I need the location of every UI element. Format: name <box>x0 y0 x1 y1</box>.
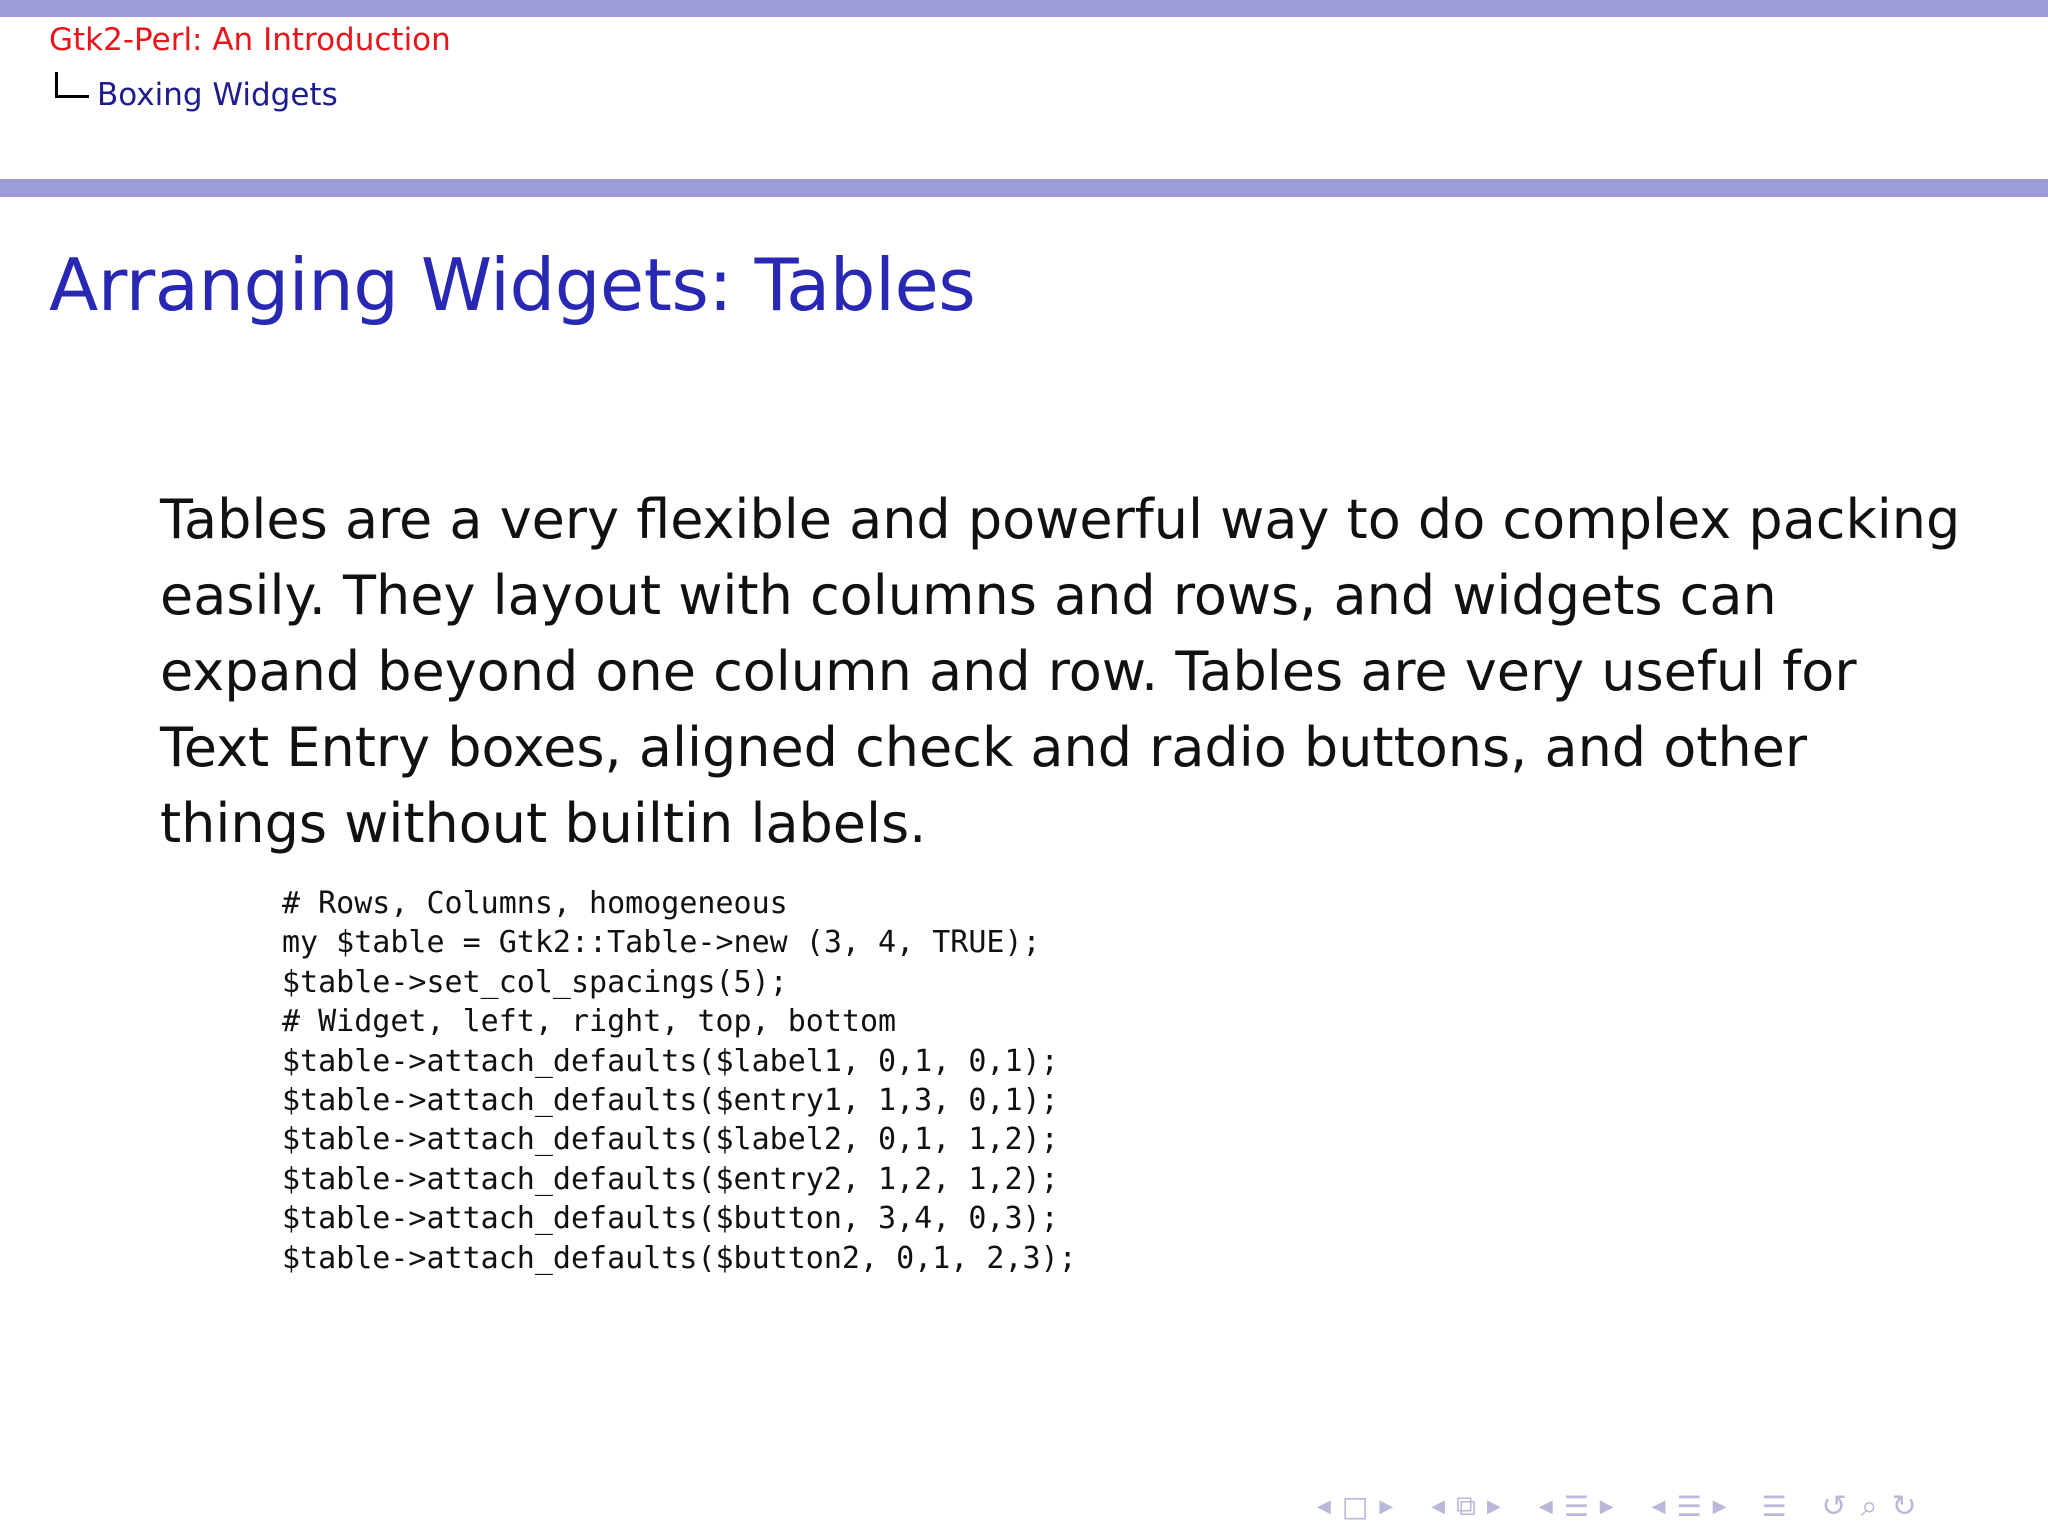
code-line: $table->attach_defaults($button, 3,4, 0,3); <box>282 1201 1059 1237</box>
appendix-navigation <box>1757 1490 1790 1523</box>
top-bar <box>0 0 2048 17</box>
body-line: Text Entry boxes, aligned check and radio buttons, and other <box>160 716 1808 779</box>
frame-navigation <box>1424 1489 1508 1523</box>
navigation-bar <box>1310 1490 1948 1522</box>
code-line: $table->attach_defaults($label2, 0,1, 1,2); <box>282 1122 1059 1158</box>
code-line: $table->attach_defaults($entry2, 1,2, 1,2); <box>282 1161 1059 1197</box>
body-line: easily. They layout with columns and rows, and widgets can <box>160 564 1777 627</box>
body-paragraph <box>160 482 1961 862</box>
subsection-prev-icon[interactable]: ◀ <box>1538 1495 1553 1517</box>
slide-navigation <box>1310 1490 1400 1523</box>
search-back-icon[interactable]: ↺ <box>1821 1488 1847 1524</box>
slide-next-icon[interactable]: ▶ <box>1379 1495 1394 1517</box>
frame-prev-icon[interactable]: ◀ <box>1431 1495 1445 1517</box>
frame-icon[interactable]: ⧉ <box>1456 1489 1476 1522</box>
frame-title: Arranging Widgets: Tables <box>49 243 976 327</box>
slide-icon[interactable]: □ <box>1341 1489 1369 1523</box>
frame-next-icon[interactable]: ▶ <box>1487 1495 1501 1517</box>
code-line: # Widget, left, right, top, bottom <box>282 1004 897 1040</box>
code-line: $table->attach_defaults($button2, 0,1, 2,3); <box>282 1240 1077 1276</box>
header-rule <box>0 179 2048 197</box>
slide-prev-icon[interactable]: ◀ <box>1317 1495 1331 1517</box>
subsection-icon[interactable]: ☰ <box>1563 1489 1589 1523</box>
search-icon[interactable]: ⌕ <box>1860 1488 1878 1524</box>
section-title: Boxing Widgets <box>97 77 338 113</box>
code-line: $table->set_col_spacings(5); <box>282 964 788 1000</box>
code-line: $table->attach_defaults($entry1, 1,3, 0,1); <box>282 1083 1059 1119</box>
section-prev-icon[interactable]: ◀ <box>1651 1495 1666 1517</box>
code-line: my $table = Gtk2::Table->new (3, 4, TRUE); <box>282 925 1041 961</box>
section-next-icon[interactable]: ▶ <box>1712 1495 1727 1517</box>
subsection-next-icon[interactable]: ▶ <box>1599 1495 1614 1517</box>
code-line: # Rows, Columns, homogeneous <box>282 886 788 921</box>
search-forward-icon[interactable]: ↻ <box>1891 1488 1917 1524</box>
section-icon[interactable]: ☰ <box>1676 1489 1702 1523</box>
code-line: $table->attach_defaults($label1, 0,1, 0,1); <box>282 1043 1059 1079</box>
section-navigation <box>1645 1490 1734 1523</box>
search-navigation <box>1815 1489 1924 1524</box>
appendix-icon[interactable]: ☰ <box>1761 1489 1787 1523</box>
presentation-title: Gtk2-Perl: An Introduction <box>49 22 451 58</box>
section-line-icon <box>55 72 89 98</box>
subsection-navigation <box>1532 1490 1621 1523</box>
body-line: Tables are a very flexible and powerful way to do complex packing <box>160 488 1961 551</box>
code-block <box>282 884 1077 1278</box>
body-line: expand beyond one column and row. Tables are very useful for <box>160 640 1857 703</box>
body-line: things without builtin labels. <box>160 792 927 855</box>
